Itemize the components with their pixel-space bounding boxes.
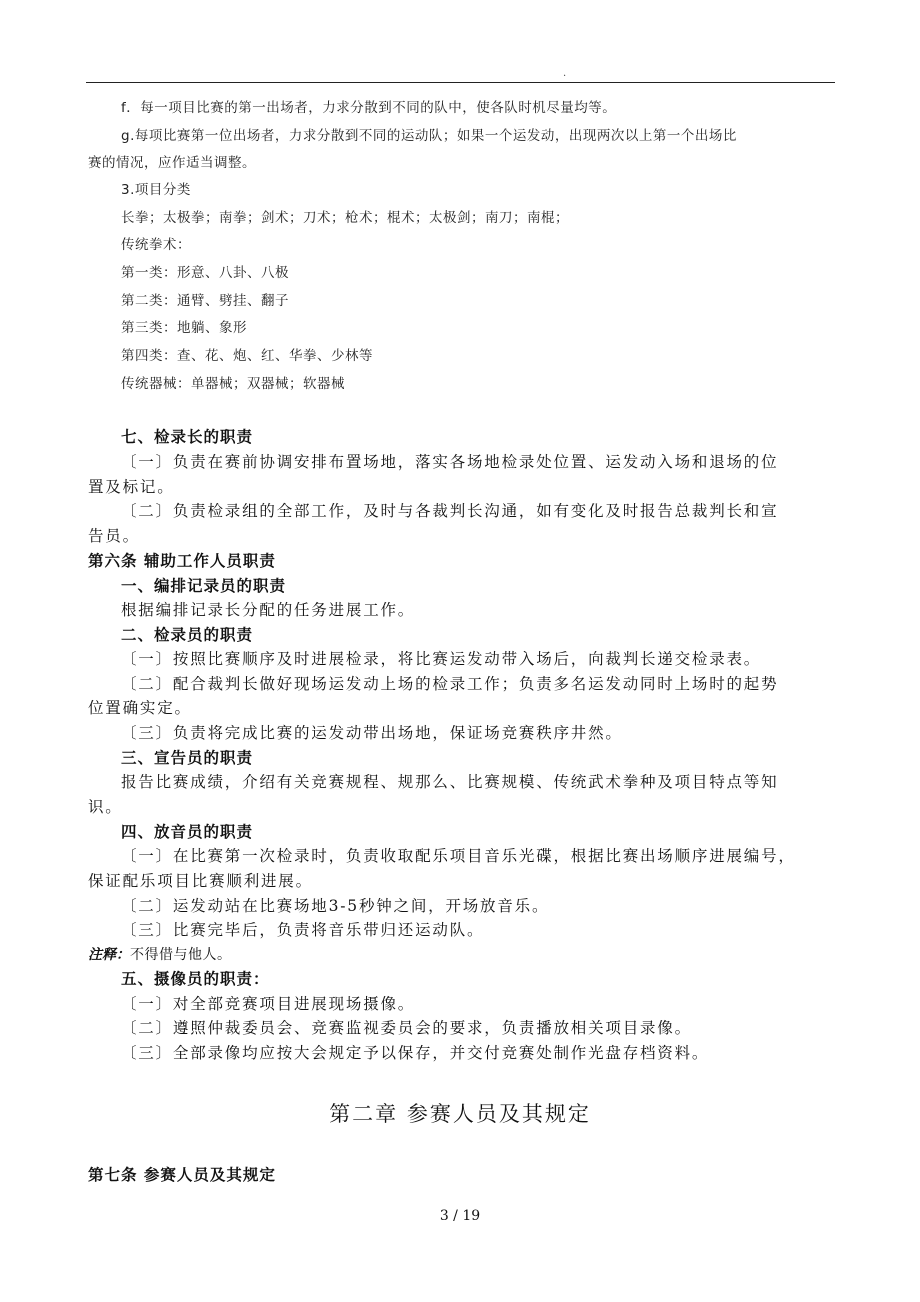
rule-g: g.每项比赛第一位出场者，力求分散到不同的运动队；如果一个运发动，出现两次以上第一个出场比 [121, 128, 737, 144]
checkin-staff-duty-3: 〔三〕负责将完成比赛的运发动带出场地，保证场竞赛秩序井然。 [121, 724, 623, 742]
heading-camera-operator: 五、摄像员的职责： [121, 970, 270, 988]
section-heading-classification: 3.项目分类 [121, 182, 191, 198]
checkin-duty-1: 〔一〕负责在赛前协调安排布置场地，落实各场地检录处位置、运发动入场和退场的位 [121, 453, 779, 471]
note-label: 注释： [88, 947, 130, 963]
article-six-heading: 第六条 辅助工作人员职责 [88, 552, 276, 570]
checkin-staff-duty-1: 〔一〕按照比赛顺序及时进展检录，将比赛运发动带入场后，向裁判长递交检录表。 [121, 650, 762, 668]
article-seven-heading: 第七条 参赛人员及其规定 [88, 1166, 276, 1184]
checkin-duty-2-continued: 告员。 [88, 527, 140, 545]
category-two: 第二类：通臂、劈挂、翻子 [121, 293, 289, 309]
category-four: 第四类：查、花、炮、红、华拳、少林等 [121, 348, 373, 364]
note-text: 不得借与他人。 [130, 947, 232, 963]
music-duty-3: 〔三〕比赛完毕后，负责将音乐带归还运动队。 [121, 921, 485, 939]
heading-announcer: 三、宣告员的职责 [121, 749, 254, 767]
traditional-weapons: 传统器械：单器械；双器械；软器械 [121, 376, 345, 392]
heading-checkin-staff: 二、检录员的职责 [121, 626, 254, 644]
category-one: 第一类：形意、八卦、八极 [121, 265, 289, 281]
rule-f: f．每一项目比赛的第一出场者，力求分散到不同的队中，使各队时机尽量均等。 [121, 100, 617, 116]
chapter-title: 第二章 参赛人员及其规定 [329, 1102, 591, 1126]
heading-chief-checkin: 七、检录长的职责 [121, 428, 254, 446]
music-duty-2: 〔二〕运发动站在比赛场地3-5秒钟之间，开场放音乐。 [121, 897, 550, 915]
header-mark: . [563, 68, 567, 79]
scheduling-duty: 根据编排记录长分配的任务进展工作。 [121, 601, 416, 619]
checkin-duty-2: 〔二〕负责检录组的全部工作，及时与各裁判长沟通，如有变化及时报告总裁判长和宣 [121, 502, 779, 520]
announcer-duty-continued: 识。 [88, 798, 123, 816]
checkin-staff-duty-2-continued: 位置确实定。 [88, 699, 192, 717]
page-number: 3 / 19 [439, 1208, 481, 1224]
music-duty-1-continued: 保证配乐项目比赛顺利进展。 [88, 872, 313, 890]
camera-duty-2: 〔二〕遵照仲裁委员会、竞赛监视委员会的要求，负责播放相关项目录像。 [121, 1019, 692, 1037]
checkin-staff-duty-2: 〔二〕配合裁判长做好现场运发动上场的检录工作；负责多名运发动同时上场时的起势 [121, 675, 779, 693]
announcer-duty: 报告比赛成绩，介绍有关竞赛规程、规那么、比赛规模、传统武术拳种及项目特点等知 [121, 773, 779, 791]
camera-duty-1: 〔一〕对全部竞赛项目进展现场摄像。 [121, 995, 416, 1013]
event-list: 长拳；太极拳；南拳；剑术；刀术；枪术；棍术；太极剑；南刀；南棍； [121, 210, 569, 226]
checkin-duty-1-continued: 置及标记。 [88, 478, 175, 496]
heading-music-operator: 四、放音员的职责 [121, 823, 254, 841]
note [88, 944, 232, 964]
traditional-boxing-heading: 传统拳术： [121, 237, 191, 253]
music-duty-1: 〔一〕在比赛第一次检录时，负责收取配乐项目音乐光碟，根据比赛出场顺序进展编号， [121, 847, 796, 865]
rule-g-continued: 赛的情况，应作适当调整。 [88, 155, 256, 171]
camera-duty-3: 〔三〕全部录像均应按大会规定予以保存，并交付竞赛处制作光盘存档资料。 [121, 1044, 710, 1062]
heading-scheduling-recorder: 一、编排记录员的职责 [121, 577, 287, 595]
header-rule [86, 82, 835, 83]
category-three: 第三类：地躺、象形 [121, 320, 247, 336]
